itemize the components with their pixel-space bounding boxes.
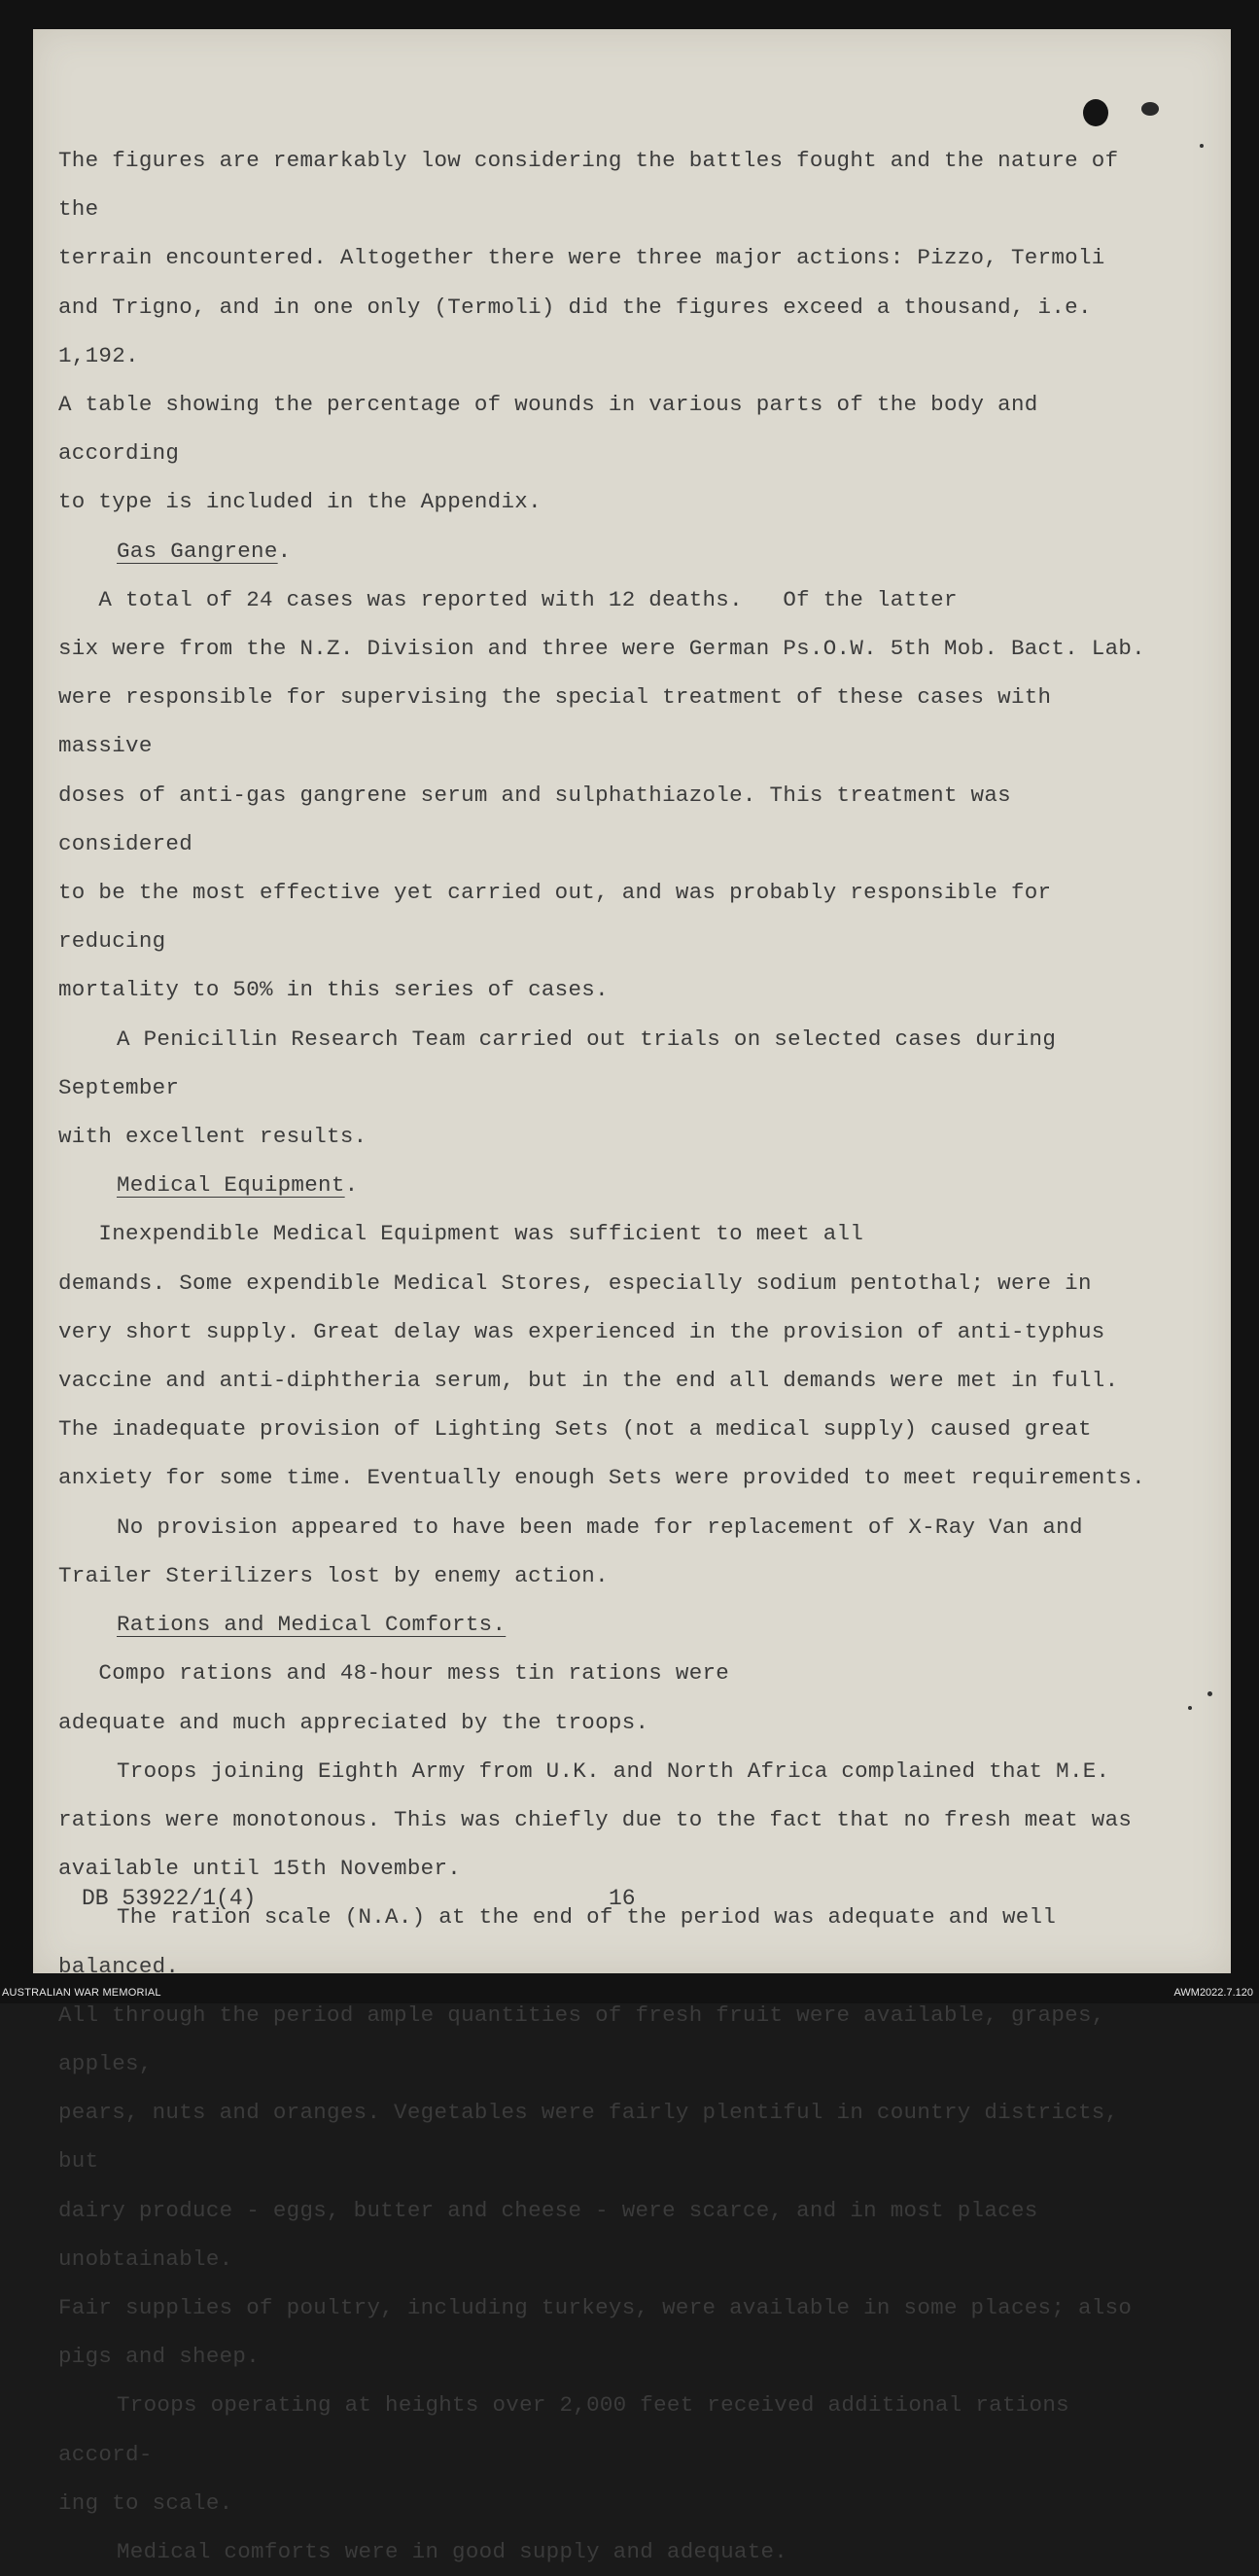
paragraph-troops-joining [58, 1747, 1147, 1894]
text-line: demands. Some expendible Medical Stores, especially sodium pentothal; were in [58, 1270, 1092, 1296]
archive-id: AWM2022.7.120 [1173, 1987, 1253, 1999]
text-line: No provision appeared to have been made for replacement of X-Ray Van and [117, 1514, 1083, 1540]
text-line: ing to scale. [58, 2489, 233, 2516]
text-line: adequate and much appreciated by the troops. [58, 1709, 649, 1735]
paper-speck [1207, 1691, 1212, 1696]
text-line: A total of 24 cases was reported with 12 deaths. Of the latter [58, 586, 958, 612]
text-line: very short supply. Great delay was experienced in the provision of anti-typhus [58, 1318, 1105, 1344]
paper-speck [1200, 144, 1204, 148]
text-line: anxiety for some time. Eventually enough Sets were provided to meet requirements. [58, 1465, 1145, 1491]
text-line: pears, nuts and oranges. Vegetables were fairly plentiful in country districts, but [58, 2100, 1119, 2175]
text-line: to be the most effective yet carried out, and was probably responsible for reducing [58, 880, 1052, 955]
paragraph-x-ray [58, 1503, 1147, 1600]
paragraph-medical-comforts [58, 2527, 1147, 2576]
paragraph-rations [58, 1600, 1147, 1747]
text-line: The figures are remarkably low considering the battles fought and the nature of the [58, 148, 1119, 223]
text-line: Compo rations and 48-hour mess tin rations were [58, 1660, 730, 1687]
body-text [58, 136, 1147, 2576]
text-line: were responsible for supervising the special treatment of these cases with massive [58, 684, 1052, 759]
text-line: with excellent results. [58, 1124, 367, 1150]
text-line: The ration scale (N.A.) at the end of the period was adequate and well balanced. [58, 1904, 1057, 1979]
text-line: available until 15th November. [58, 1856, 462, 1882]
punch-hole [1083, 99, 1108, 126]
text-line: Trailer Sterilizers lost by enemy action. [58, 1562, 609, 1588]
paragraph-penicillin [58, 1015, 1147, 1162]
section-heading-gas-gangrene: Gas Gangrene [117, 538, 278, 564]
text-line: The inadequate provision of Lighting Sets (not a medical supply) caused great [58, 1416, 1092, 1443]
text-line: Troops joining Eighth Army from U.K. and North Africa complained that M.E. [117, 1758, 1110, 1784]
section-heading-rations: Rations and Medical Comforts. [117, 1612, 507, 1638]
heading-suffix: . [277, 538, 292, 564]
text-line: dairy produce - eggs, butter and cheese - were scarce, and in most places unobtainable. [58, 2197, 1038, 2272]
text-line: terrain encountered. Altogether there were three major actions: Pizzo, Termoli [58, 245, 1105, 271]
paper-speck [1188, 1706, 1192, 1710]
paragraph-intro [58, 136, 1147, 527]
document-reference: DB 53922/1(4) [82, 1886, 257, 1911]
text-line: mortality to 50% in this series of cases. [58, 977, 609, 1003]
section-heading-medical-equipment: Medical Equipment [117, 1172, 345, 1199]
text-line: pigs and sheep. [58, 2344, 261, 2370]
paragraph-heights [58, 2381, 1147, 2527]
paragraph-medical-equipment [58, 1161, 1147, 1502]
text-line: A Penicillin Research Team carried out trials on selected cases during September [58, 1026, 1057, 1100]
archive-credit: AUSTRALIAN WAR MEMORIAL [2, 1987, 161, 1999]
text-line: Inexpendible Medical Equipment was sufficient to meet all [58, 1221, 864, 1247]
punch-hole-torn [1141, 102, 1159, 116]
paragraph-ration-scale [58, 1893, 1147, 2381]
text-line: rations were monotonous. This was chiefly due to the fact that no fresh meat was [58, 1806, 1133, 1832]
text-line: All through the period ample quantities of fresh fruit were available, grapes, apples, [58, 2002, 1105, 2076]
text-line: Fair supplies of poultry, including turkeys, were available in some places; also [58, 2294, 1133, 2320]
paragraph-gas-gangrene [58, 527, 1147, 1015]
page-number: 16 [609, 1886, 636, 1911]
text-line: Troops operating at heights over 2,000 feet received additional rations accord- [58, 2392, 1069, 2467]
text-line: A table showing the percentage of wounds in various parts of the body and according [58, 392, 1038, 467]
text-line: and Trigno, and in one only (Termoli) did the figures exceed a thousand, i.e. 1,192. [58, 294, 1092, 368]
heading-suffix: . [344, 1172, 359, 1199]
text-line: to type is included in the Appendix. [58, 489, 542, 515]
text-line: doses of anti-gas gangrene serum and sulphathiazole. This treatment was considered [58, 782, 1011, 856]
text-line: six were from the N.Z. Division and three were German Ps.O.W. 5th Mob. Bact. Lab. [58, 636, 1145, 662]
text-line: Medical comforts were in good supply and adequate. [117, 2538, 788, 2564]
text-line: vaccine and anti-diphtheria serum, but in the end all demands were met in full. [58, 1368, 1119, 1394]
